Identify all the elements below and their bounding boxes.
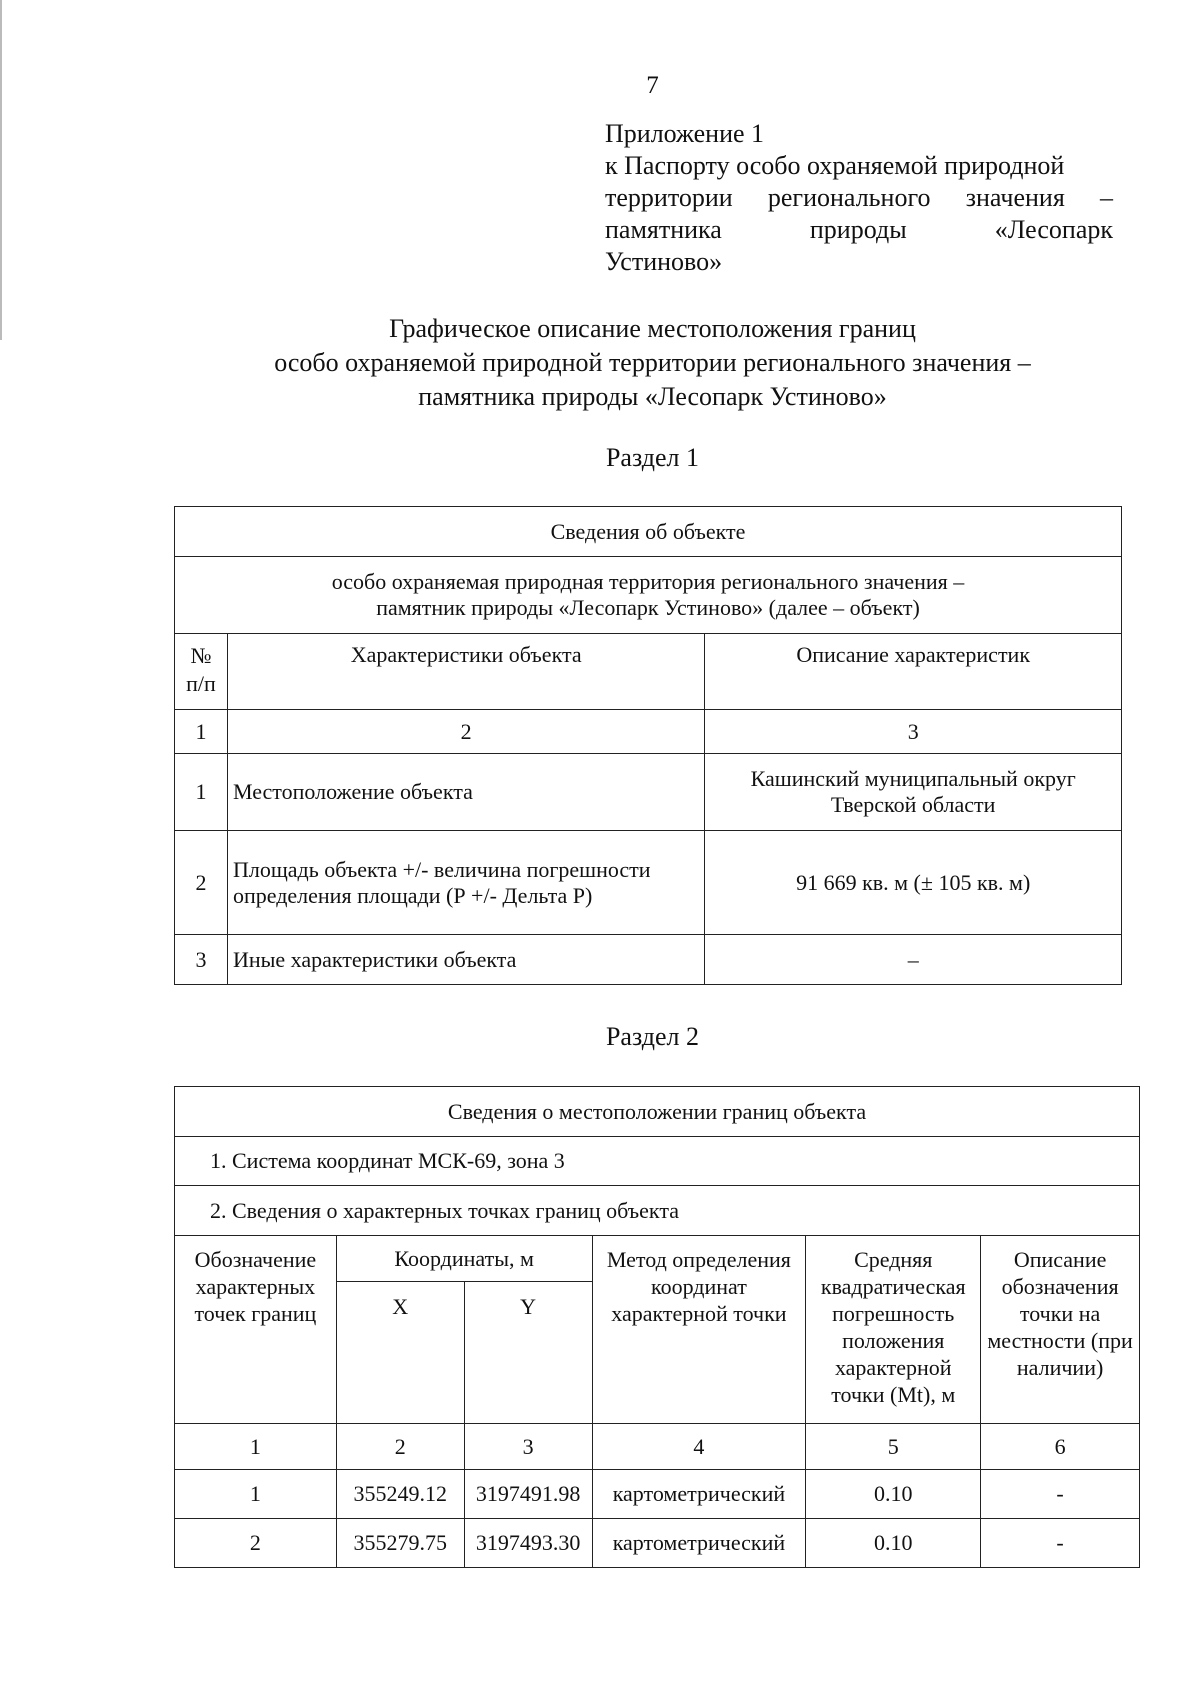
col-number: 3 (464, 1424, 592, 1470)
object-info-table (174, 506, 1122, 985)
col-number: 3 (705, 710, 1122, 754)
document-title: Графическое описание местоположения границ особо охраняемой природной территории регионального значения – памятника природы «Лесопарк Устиново» (274, 314, 1031, 411)
header-y: Y (464, 1282, 592, 1424)
annex-block (605, 118, 1113, 278)
header-description: Описание обозначения точки на местности (при наличии) (981, 1236, 1140, 1424)
points-title: 2. Сведения о характерных точках границ объекта (175, 1186, 1140, 1236)
page-number: 7 (646, 72, 659, 99)
table-row: 2 355279.75 3197493.30 картометрический 0.10 - (175, 1519, 1140, 1568)
annex-line: к Паспорту особо охраняемой природной (605, 151, 1065, 180)
col-number: 2 (336, 1424, 464, 1470)
table-row: 1 355249.12 3197491.98 картометрический 0.10 - (175, 1470, 1140, 1519)
header-characteristics: Характеристики объекта (227, 634, 704, 710)
object-name: особо охраняемая природная территория регионального значения – памятник природы «Лесопарк Устиново» (далее – объект) (175, 557, 1122, 634)
annex-line: территории регионального значения – (605, 183, 1113, 212)
header-coordinates: Координаты, м (336, 1236, 592, 1282)
section-1-heading: Раздел 1 (605, 443, 700, 472)
header-method: Метод определения координат характерной точки (592, 1236, 806, 1424)
header-error: Средняя квадратическая погрешность положения характерной точки (Mt), м (806, 1236, 981, 1424)
table-row: 1 Местоположение объекта Кашинский муниципальный округ Тверской области (175, 754, 1122, 831)
table-row: 3 Иные характеристики объекта – (175, 935, 1122, 985)
annex-line: памятника природы «Лесопарк (605, 215, 1113, 244)
col-number: 2 (227, 710, 704, 754)
annex-title: Приложение 1 (605, 119, 765, 148)
col-number: 1 (175, 710, 228, 754)
boundary-points-table (174, 1086, 1140, 1568)
header-num: № п/п (175, 634, 228, 710)
header-point: Обозначение характерных точек границ (175, 1236, 337, 1424)
header-x: X (336, 1282, 464, 1424)
annex-line: Устиново» (605, 247, 723, 276)
col-number: 6 (981, 1424, 1140, 1470)
header-description: Описание характеристик (705, 634, 1122, 710)
coordinate-system: 1. Система координат МСК-69, зона 3 (175, 1137, 1140, 1186)
col-number: 4 (592, 1424, 806, 1470)
col-number: 1 (175, 1424, 337, 1470)
table-row: 2 Площадь объекта +/- величина погрешности определения площади (Р +/- Дельта Р) 91 669 кв. м (± 105 кв. м) (175, 831, 1122, 935)
table-title: Сведения о местоположении границ объекта (175, 1087, 1140, 1137)
table-title: Сведения об объекте (175, 507, 1122, 557)
scan-edge-line (0, 0, 2, 340)
section-2-heading: Раздел 2 (605, 1022, 700, 1051)
col-number: 5 (806, 1424, 981, 1470)
